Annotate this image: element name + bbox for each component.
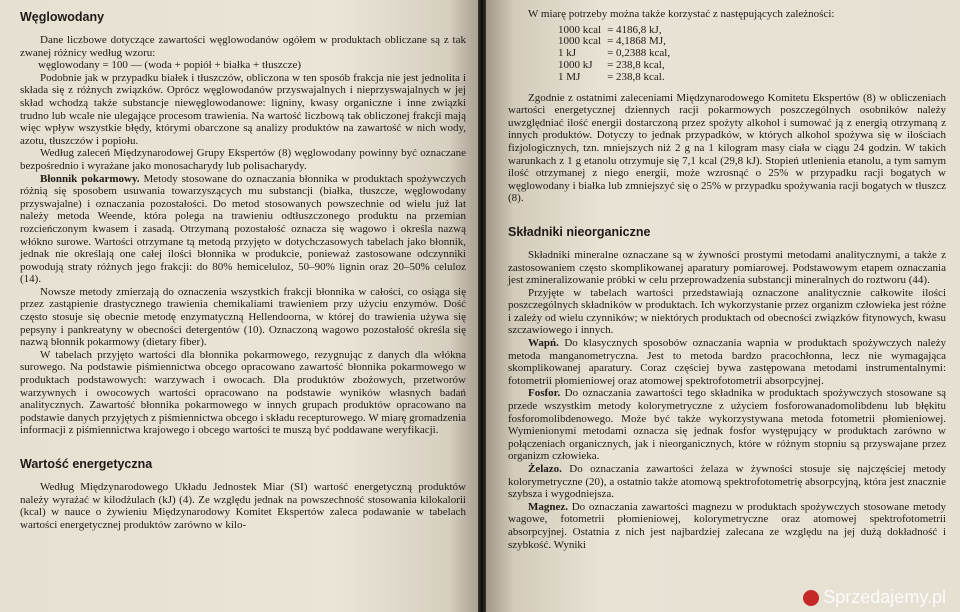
term-phosphorus: Fosfor. <box>528 387 561 400</box>
conversion-unit: 1 kJ <box>558 47 577 60</box>
term-iron: Żelazo. <box>528 463 562 476</box>
conversion-value: = 4186,8 kJ, <box>607 23 662 36</box>
paragraph-fiber <box>20 173 466 286</box>
conversion-value: = 4,1868 MJ, <box>607 35 666 48</box>
book-gutter <box>478 0 486 612</box>
paragraph: W tabelach przyjęto wartości dla błonnika pokarmowego, rezygnując z danych dla włókna surowego. Na podstawie piśmiennictwa obcego opracowano zawartość błonnika pokarmowego w produktach podstawowych: warzywach i owocach. Dla produktów zbożowych, przetworów warzywnych i owocowych wartości opracowano na podstawie wyników własnych badań analitycznych. Zawartość błonnika pokarmowego w innych grupach produktów opracowano na podstawie danych przyjętych z piśmiennictwa obcego i składu recepturowego. W miarę gromadzenia informacji z piśmiennictwa krajowego i obcego wartości te muszą być poddawane weryfikacji. <box>20 348 466 437</box>
conversion-unit: 1000 kcal <box>558 35 602 48</box>
heading-energy-value: Wartość energetyczna <box>20 457 153 471</box>
paragraph-magnesium <box>508 501 946 551</box>
term-fiber: Błonnik pokarmowy. <box>40 172 140 185</box>
paragraph-calcium <box>508 337 946 387</box>
conversion-value: = 238,8 kcal. <box>607 70 665 83</box>
paragraph: Zgodnie z ostatnimi zaleceniami Międzynarodowego Komitetu Ekspertów (8) w obliczeniach wartości energetycznej dziennych racji pokarmowych poszczególnych osobników należy uwzględniać ilość energii dostarczoną przez spożyty alkohol i sumować ją z energią otrzymaną z innych produktów. Dotyczy to jednak przypadków, w których alkohol spożywa się w ilościach fizjologicznych, tzn. mniejszych niż 2 g na 1 kilogram masy ciała w ciągu 24 godzin. W takich warunkach z 1 g etanolu otrzymuje się 7,1 kcal (29,8 kJ). Stopień utlenienia etanolu, a tym samym ilość otrzymanej z niego energii, może wzrosnąć o 25% w przypadku racji bogatych w węglowodany i białka lub zmniejszyć się o 25% w przypadku spożywania racji bogatych w tłuszcz (8). <box>508 91 946 205</box>
conversion-unit: 1000 kcal <box>558 23 602 36</box>
paragraph-phosphorus <box>508 387 946 463</box>
watermark <box>803 587 946 608</box>
paragraph: Według zaleceń Międzynarodowej Grupy Ekspertów (8) węglowodany powinny być oznaczane bezpośrednio i wyrażane jako monosacharydy lub polisacharydy. <box>20 147 466 172</box>
paragraph: Dane liczbowe dotyczące zawartości węglowodanów ogółem w produktach obliczane są z tak zwanej różnicy według wzoru: <box>20 34 466 59</box>
paragraph-text: Metody stosowane do oznaczania błonnika w produktach spożywczych różnią się sposobem usuwania towarzyszących mu substancji (białka, tłuszcze, węglowodany przyswajalne) i oznaczania pozostałości. Do metod stosowanych powszechnie od wielu już lat należy metoda Weende, która polega na trawieniu odtłuszczonego produktu na przemian rozcieńczonym kwasem i zasadą. Otrzymaną pozostałość oznacza się wagowo i określa nazwą włókno surowe. Wartości otrzymane tą metodą przyjęto w dotychczasowych tabelach jako błonnik, jednak nie określają one całej ilości błonnika w produkcie, ponieważ zastosowane odczynniki powodują straty różnych jego frakcji: do 80% hemiceluloz, 50–90% lignin oraz 20–50% celuloz (14). <box>20 172 466 286</box>
conversion-value: = 0,2388 kcal, <box>607 47 671 60</box>
heading-inorganic: Składniki nieorganiczne <box>508 224 651 239</box>
watermark-text: Sprzedajemy.pl <box>823 587 946 607</box>
conversion-value: = 238,8 kcal, <box>607 58 665 71</box>
paragraph: Składniki mineralne oznaczane są w żywności prostymi metodami analitycznymi, a także z zastosowaniem często skomplikowanej aparatury pomiarowej. Podstawowym etapem oznaczania jest zmineralizowanie próbki w celu przeprowadzenia substancji mineralnych do roztworu (44). <box>508 248 946 287</box>
paragraph: Według Międzynarodowego Układu Jednostek Miar (SI) wartość energetyczną produktów należy wyrażać w kilodżulach (kJ) (4). Ze względu jednak na powszechność stosowania kilokalorii (kcal) w nauce o żywieniu Międzynarodowy Komitet Ekspertów zaleca podawanie w tabelach wartości energetycznej produktów zarówno w kilo- <box>20 481 466 531</box>
conversion-unit: 1 MJ <box>558 70 581 83</box>
conversion-row <box>558 72 676 84</box>
paragraph-text: Do oznaczania zawartości tego składnika w produktach spożywczych stosowane są przede wszystkim metody kolorymetryczne z użyciem fosforowanadomolibdenu lub błękitu fosforomolibdenowego. Może być także wykorzystywana metoda fotometrii płomieniowej. Wymienionymi metodami oznacza się jednak fosfor występujący w produktach zarówno w połączeniach organicznych, jak i nieorganicznych, które w różnym stopniu są przyswajane przez organizm człowieka. <box>508 387 946 463</box>
term-magnesium: Magnez. <box>528 500 569 513</box>
paragraph: Nowsze metody zmierzają do oznaczenia wszystkich frakcji błonnika w całości, co osiąga się przez zastąpienie drastycznego trawienia chemikaliami trawieniem przy użyciu enzymów. Dość często stosuje się obecnie metodę enzymatyczną Hellendoorna, w której do trawienia używa się pepsyny i pankreatyny w obecności detergentów (10). Oznaczoną wagowo pozostałość określa się nazwą błonnik pokarmowy (dietary fiber). <box>20 285 466 349</box>
formula: węglowodany = 100 — (woda + popiół + białka + tłuszcze) <box>38 59 302 72</box>
paragraph-text: Do oznaczania zawartości magnezu w produktach spożywczych stosowane metody wagowe, fotometrii płomieniowej, kolorymetryczne oraz atomowej spektrofotometrii absorpcyjnej. Ostatnia z nich jest najbardziej zalecana ze względu na jej dużą dokładność i szybkość. Wyniki <box>508 500 946 551</box>
term-calcium: Wapń. <box>528 337 559 350</box>
right-page <box>486 0 960 612</box>
conversion-table <box>558 25 676 84</box>
paragraph-text: Do klasycznych sposobów oznaczania wapnia w produktach spożywczych należy metoda manganometryczna. Jest to metoda bardzo pracochłonna, lecz nie wymagająca skomplikowanej aparatury. Coraz częściej bywa zastępowana metodami instrumentalnymi: fotometrii płomieniowej oraz atomowej spektrofotometrii absorpcyjnej. <box>508 337 946 387</box>
paragraph: Podobnie jak w przypadku białek i tłuszczów, obliczona w ten sposób frakcja nie jest jednolita i składa się z różnych związków. Oprócz węglowodanów przyswajalnych i nieprzyswajalnych w jej skład wchodzą także substancje niewęglowodanowe: ligniny, kwasy organiczne i inne związki trudno lub wcale nie ulegające procesom trawienia. Na wartość liczbową tak obliczonej frakcji mają więc wpływ wszystkie błędy, którymi obarczone są analizy produktów na zawartość w nich wody, azotu, tłuszczów i popiołu. <box>20 71 466 147</box>
conversion-row <box>558 60 676 72</box>
heading-carbohydrates: Węglowodany <box>20 10 105 24</box>
watermark-logo-icon <box>803 590 819 606</box>
paragraph: Przyjęte w tabelach wartości przedstawiają oznaczone analitycznie całkowite ilości poszczególnych składników w produktach. Ich wykorzystanie przez organizm człowieka jest różne i zależy od wielu czynników; w niektórych produktach od obecności związków fitynowych, kwasu szczawiowego i innych. <box>508 286 946 337</box>
paragraph-iron <box>508 463 946 501</box>
conversion-unit: 1000 kJ <box>558 58 593 71</box>
left-page <box>0 0 478 612</box>
paragraph-text: Do oznaczania zawartości żelaza w żywności stosuje się najczęściej metody kolorymetryczne (20), a ostatnio także atomową spektrofotometrię absorpcyjną, która jest znacznie szybsza i wygodniejsza. <box>508 463 946 501</box>
paragraph: W miarę potrzeby można także korzystać z następujących zależności: <box>528 8 835 20</box>
